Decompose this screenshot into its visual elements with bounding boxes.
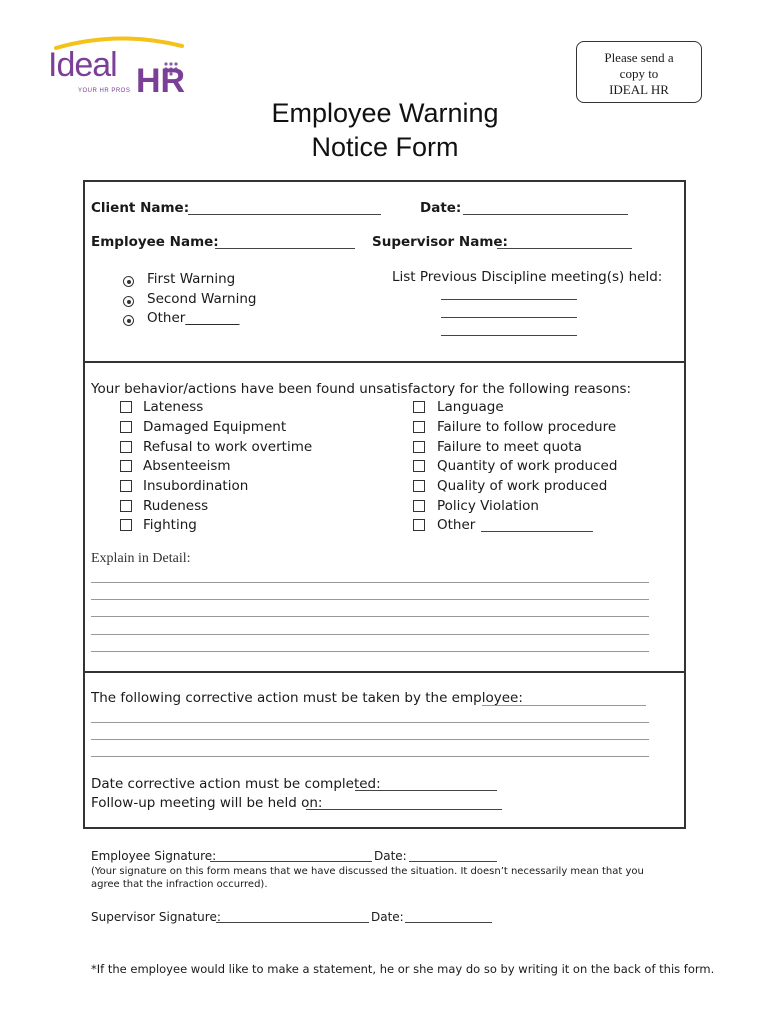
reason-label-fighting: Fighting [143,517,197,533]
reason-label-failure-procedure: Failure to follow procedure [437,419,617,435]
explain-line-2[interactable] [91,599,649,600]
reason-checkbox-refusal-overtime[interactable] [120,441,132,453]
corrective-line-1[interactable] [91,722,649,723]
logo-brand-text: Ideal [48,46,117,84]
previous-meeting-line-1[interactable] [441,299,577,300]
corrective-line-0[interactable] [482,705,646,706]
employee-name-label: Employee Name: [91,234,219,250]
explain-label: Explain in Detail: [91,551,191,566]
supervisor-signature-date-label: Date: [371,910,404,924]
section-divider-2 [83,671,686,673]
reason-label-other: Other [437,517,476,533]
reason-checkbox-quantity-work[interactable] [413,460,425,472]
second-warning-radio[interactable] [123,296,134,307]
explain-line-4[interactable] [91,634,649,635]
reason-checkbox-insubordination[interactable] [120,480,132,492]
previous-meeting-line-3[interactable] [441,335,577,336]
reason-label-insubordination: Insubordination [143,478,249,494]
reason-label-absenteeism: Absenteeism [143,458,231,474]
reason-label-damaged-equipment: Damaged Equipment [143,419,287,435]
reason-checkbox-other[interactable] [413,519,425,531]
employee-name-field[interactable] [215,248,355,249]
supervisor-signature-field[interactable] [216,922,369,923]
corrective-date-field[interactable] [355,790,497,791]
date-label: Date: [420,200,462,216]
other-warning-label: Other________ [147,310,240,326]
reason-checkbox-rudeness[interactable] [120,500,132,512]
reason-checkbox-policy-violation[interactable] [413,500,425,512]
reason-label-rudeness: Rudeness [143,498,209,514]
reason-checkbox-lateness[interactable] [120,401,132,413]
form-title [230,96,540,164]
client-name-field[interactable] [188,214,381,215]
second-warning-label: Second Warning [147,291,257,307]
reason-other-field[interactable] [481,531,593,532]
employee-signature-date-field[interactable] [409,861,497,862]
explain-line-3[interactable] [91,616,649,617]
explain-line-5[interactable] [91,651,649,652]
supervisor-signature-label: Supervisor Signature: [91,910,221,924]
title-line-1: Employee Warning [271,98,499,128]
employee-signature-date-label: Date: [374,849,407,863]
corrective-intro: The following corrective action must be taken by the employee: [91,690,523,706]
footer-statement-note: *If the employee would like to make a statement, he or she may do so by writing it on the back of this form. [91,962,715,976]
reason-checkbox-damaged-equipment[interactable] [120,421,132,433]
supervisor-name-label: Supervisor Name: [372,234,508,250]
date-field[interactable] [463,214,628,215]
reason-checkbox-failure-quota[interactable] [413,441,425,453]
previous-meetings-label: List Previous Discipline meeting(s) held: [392,269,663,285]
previous-meeting-line-2[interactable] [441,317,577,318]
followup-field[interactable] [306,809,502,810]
corrective-line-3[interactable] [91,756,649,757]
ideal-hr-logo [48,34,188,102]
reason-checkbox-quality-work[interactable] [413,480,425,492]
explain-line-1[interactable] [91,582,649,583]
reasons-intro: Your behavior/actions have been found unsatisfactory for the following reasons: [91,381,632,397]
reason-label-failure-quota: Failure to meet quota [437,439,582,455]
other-warning-radio[interactable] [123,315,134,326]
signature-note: (Your signature on this form means that we have discussed the situation. It doesn’t necessarily mean that you agree that the infraction occurred). [91,866,644,890]
employee-signature-label: Employee Signature: [91,849,217,863]
reason-checkbox-fighting[interactable] [120,519,132,531]
first-warning-radio[interactable] [123,276,134,287]
logo-hr-text: HR [136,62,186,100]
reason-checkbox-language[interactable] [413,401,425,413]
notice-line-2: copy to [619,66,659,81]
supervisor-signature-date-field[interactable] [405,922,492,923]
supervisor-name-field[interactable] [497,248,632,249]
reason-checkbox-failure-procedure[interactable] [413,421,425,433]
notice-line-3: IDEAL HR [609,82,669,97]
reason-label-quality-work: Quality of work produced [437,478,608,494]
client-name-label: Client Name: [91,200,190,216]
corrective-line-2[interactable] [91,739,649,740]
reason-label-quantity-work: Quantity of work produced [437,458,618,474]
first-warning-label: First Warning [147,271,236,287]
send-copy-notice [576,41,702,103]
notice-line-1: Please send a [604,50,674,65]
corrective-date-label: Date corrective action must be completed: [91,776,381,792]
reason-label-lateness: Lateness [143,399,204,415]
logo-tagline: YOUR HR PROS [78,88,131,94]
reason-checkbox-absenteeism[interactable] [120,460,132,472]
employee-signature-field[interactable] [210,861,372,862]
reason-label-refusal-overtime: Refusal to work overtime [143,439,313,455]
reason-label-policy-violation: Policy Violation [437,498,539,514]
section-divider-1 [83,361,686,363]
title-line-2: Notice Form [311,132,459,162]
followup-label: Follow-up meeting will be held on: [91,795,323,811]
reason-label-language: Language [437,399,504,415]
